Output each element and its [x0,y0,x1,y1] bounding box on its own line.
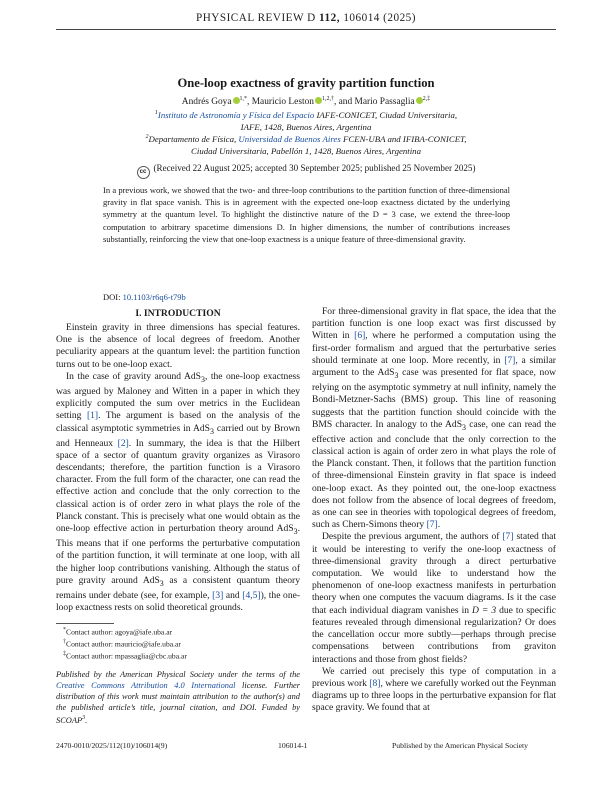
paragraph [312,306,556,531]
right-column [312,306,556,715]
author-name: Andrés Goya [181,97,232,108]
subscript: 3 [462,422,466,432]
citation-link[interactable]: [2] [117,437,129,449]
author-list [0,96,612,107]
subscript: 3 [209,426,214,436]
superscript: 3 [82,715,86,721]
text: , a similar argument to the AdS [312,354,556,379]
subscript: 3 [200,374,205,384]
text: . [437,519,441,531]
author-separator: , [247,97,250,108]
footnote-text: Contact author: mauricio@iafe.uba.ar [66,639,181,649]
text: , where we carefully worked out the Feynman diagrams up to three loops in the perturbative expansion for flat space gravity. We found that at [312,677,556,714]
orcid-icon[interactable] [233,97,240,104]
citation-link[interactable]: [7] [502,531,514,543]
subscript: 3 [293,526,298,536]
citation-link[interactable]: [3] [212,589,224,601]
author-affil-mark: 2,‡ [422,96,431,102]
text: case was presented for flat space, now relying on the asymptotic symmetry at null infinity, namely the Bondi-Metzner-Sachs (BMS) group. This line of reasoning suggests that the partition function should coincide with the BMS character. In analogy to the AdS [312,367,556,430]
footnote-text: Contact author: mpassaglia@cbc.uba.ar [66,651,187,661]
citation-link[interactable]: [4,5] [242,589,261,601]
license-text: license. Further distribution of this work must maintain attribution to the author(s) and the published article’s title, journal citation, and DOI. Funded by SCOAP [56,681,300,725]
author-name: Mauricio Leston [251,97,314,108]
text: For three-dimensional gravity in flat space, the idea that the partition function is one loop exact was first discussed by Witten in [312,306,556,342]
paragraph [312,666,556,715]
text: We carried out precisely this type of computation in a previous work [312,665,556,689]
footer-page-number: 106014-1 [278,741,308,750]
paragraph: Einstein gravity in three dimensions has special features. One is the absence of local degrees of freedom. Another peculiarity appears at the quantum level: the partition function turns out to be one-loop exact. [56,322,300,370]
text: . The argument is based on the analysis of the classical asymptotic symmetries in AdS [56,410,300,434]
paragraph [312,531,556,665]
footer-publisher: Published by the American Physical Society [392,741,529,750]
affil-text: IAFE-CONICET, Ciudad Universitaria, [314,109,458,120]
license-notice [56,669,300,726]
text: as a consistent quantum theory remains under debate (see, for example, [56,574,300,601]
author-separator: , and [333,97,353,108]
affil-text: Departamento de Física, [148,133,239,144]
affiliation-2 [0,132,612,157]
affil-link[interactable]: Instituto de Astronomía y Física del Espacio [157,109,315,120]
text: . This means that if one performs the perturbative computation of the partition function, it will terminate at one loop, with all the higher loop contributions vanishing. Although the status of pure gravity around AdS [56,523,300,586]
text: ), the one-loop exactness rests on solid theoretical grounds. [56,589,301,614]
affil-number: 1 [154,110,158,116]
footnote-mark: † [63,639,66,645]
citation-link[interactable]: [7] [504,354,516,366]
citation-link[interactable]: [7] [426,519,438,531]
paragraph [56,371,300,614]
doi-label: DOI: [103,292,121,302]
footnote-mark: * [63,627,66,633]
citation-link[interactable]: [6] [354,330,366,342]
orcid-icon[interactable] [416,97,423,104]
abstract: In a previous work, we showed that the two- and three-loop contributions to the partition function of three-dimensional gravity in flat space vanish. This is in agreement with the expected one-loop exactness dictated by the underlying symmetry at the quantum level. To highlight the distinctive nature of the D = 3 case, we extend the three-loop computation to arbitrary spacetime dimensions D. In higher dimensions, the number of contributions increases substantially, reinforcing the view that one-loop exactness is a unique feature of three-dimensional gravity. [103,185,510,244]
footer-issn: 2470-0010/2025/112(10)/106014(9) [56,741,168,750]
footnote [63,649,187,662]
paper-title: One-loop exactness of gravity partition function [177,76,435,90]
journal-name: PHYSICAL REVIEW D [195,12,316,24]
license-text: Published by the American Physical Society under the terms of the [56,670,300,679]
author-name: Mario Passaglia [354,97,415,108]
footnote-mark: ‡ [63,651,66,657]
received-text: (Received 22 August 2025; accepted 30 September 2025; published 25 November 2025) [153,163,476,173]
footnote-text: Contact author: agoya@iafe.uba.ar [66,627,173,637]
text: due to specific features revealed through dimensional regularization? Or does the cancellation occur more subtly—perhaps through precise compensations between contributions from graviton interactions and those from ghost fields? [312,604,557,665]
subscript: 3 [394,370,399,380]
license-link[interactable]: Creative Commons Attribution 4.0 International [56,681,236,690]
footnote-rule [56,623,114,624]
citation-link[interactable]: [1] [86,410,99,422]
doi-line [103,292,186,302]
running-header [0,12,612,24]
affiliation-1 [0,108,612,133]
affil-link[interactable]: Universidad de Buenos Aires [238,133,341,144]
text: In the case of gravity around AdS [66,370,201,382]
orcid-icon[interactable] [315,97,322,104]
doi-link[interactable]: 10.1103/r6q6-t79b [122,292,186,302]
text: , where he performed a computation using the first-order formalism and argued that the perturbative series should terminate at one loop. More recently, in [312,330,557,366]
journal-volume: 112, [319,12,341,24]
math-inline: D = 3 [472,604,497,616]
left-column [56,322,300,614]
header-rule [56,29,556,30]
text: stated that it would be interesting to verify the one-loop exactness of three-dimensional gravity through a direct perturbative computation. We would like to understand how the phenomenon of one-loop exactness manifests in perturbation theory when one computes the vacuum diagrams. Is it the case that each individual diagram vanishes in [312,531,557,616]
text: . In summary, the idea is that the Hilbert space of a sector of quantum gravity organizes as Virasoro descendants; therefore, the partition function is a Virasoro character. From the full form of the character, one can read the effective action and conclude that the only correction to the classical action is of order zero in what plays the role of the Planck constant. This is precisely what one would obtain as the one-loop effective action in perturbation theory around AdS [56,437,300,535]
affil-text: Ciudad Universitaria, Pabellón 1, 1428, Buenos Aires, Argentina [191,145,421,156]
text: carried out by Brown and Henneaux [56,422,301,449]
citation-link[interactable]: [8] [369,677,381,689]
license-text: . [85,715,88,725]
affil-text: IAFE, 1428, Buenos Aires, Argentina [240,121,372,132]
author-affil-mark: 1,2,† [321,96,334,102]
text: Despite the previous argument, the authors of [322,531,503,543]
text: , the one-loop exactness was argued by Maloney and Witten in a paper in which they explicitly computed the sum over metrics in the Euclidean setting [56,370,300,422]
affil-text: FCEN-UBA and IFIBA-CONICET, [340,133,467,144]
received-dates [0,163,612,179]
subscript: 3 [159,578,164,588]
text: case, one can read the effective action and conclude that the only correction to the classical action is again of order zero in what plays the role of the Planck constant. Then, it follows that the partition function of three-dimensional Einstein gravity in flat space is indeed one-loop exact. As they pointed out, the one-loop exactness does not follow from the absence of local degrees of freedom, as one can see in theories with topological degrees of freedom, such as Chern-Simons theory [312,418,557,531]
affil-number: 2 [145,134,149,140]
text: and [223,589,243,601]
creative-commons-icon: cc [137,166,150,179]
journal-citation: 106014 (2025) [343,12,416,24]
author-affil-mark: 1,* [239,96,248,102]
section-heading: I. INTRODUCTION [135,308,221,319]
